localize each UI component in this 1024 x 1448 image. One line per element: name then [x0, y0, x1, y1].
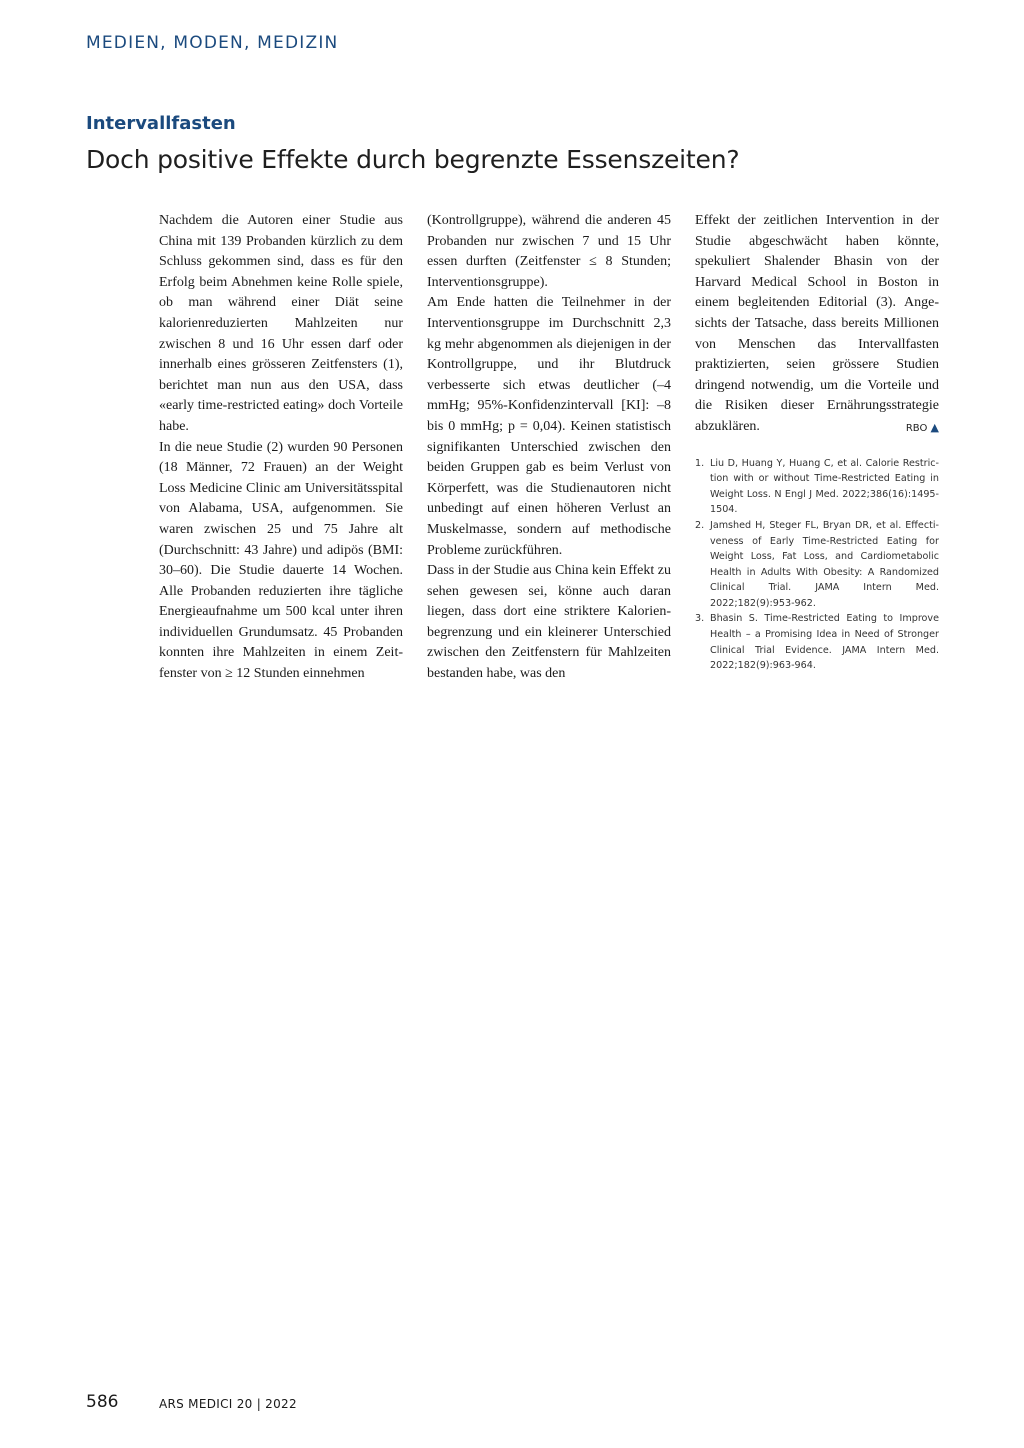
article-kicker: Intervallfasten: [86, 113, 236, 134]
reference-number: 2.: [695, 519, 705, 531]
section-label: MEDIEN, MODEN, MEDIZIN: [86, 33, 339, 53]
paragraph-results: Am Ende hatten die Teilnehmer in der Interventionsgruppe im Durchschnitt 2,3 kg mehr abgenommen als diejenigen in der Kontrollgruppe, und ihr Blutdruck verbesserte sich etwas deutlicher (–4 mmHg; 95%-Konfidenzintervall [KI]: –8 bis 0 mmHg; p = 0,04). Keinen statistisch signifikanten Unterschied zwischen den beiden Gruppen gab es beim Verlust von Körperfett, was die Studienautoren nicht unbedingt auf einen höheren Verlust an Muskelmasse, sondern auf methodische Probleme zurückführen.: [427, 295, 671, 558]
text-column-3: [695, 211, 939, 674]
author-initials: RBO: [905, 422, 928, 434]
paragraph-discussion-part-1: Dass in der Studie aus China kein Effekt zu sehen gewesen sei, könne auch daran liegen, dass dort eine striktere Kalorienbegrenzung und ein kleinerer Unterschied zwischen den Zeitfenstern für Mahlzeiten bestanden habe, was den: [427, 563, 671, 682]
text-column-1: [159, 211, 403, 685]
reference-item: [695, 611, 939, 673]
reference-number: 1.: [695, 457, 705, 469]
reference-item: [695, 456, 939, 518]
reference-list: [695, 456, 939, 674]
paragraph-study-part-1: In die neue Studie (2) wurden 90 Personen (18 Männer, 72 Frauen) an der Weight Loss Medicine Clinic am Universitätsspital von Alabama, USA, aufgenommen. Sie waren zwischen 25 und 75 Jahre alt (Durchschnitt: 43 Jahre) und adipös (BMI: 30–60). Die Studie dauerte 14 Wochen. Alle Probanden reduzierten ihre tägliche Energieaufnahme um 500 kcal unter ihren individuellen Grundumsatz. 45 Probanden konnten ihre Mahlzeiten in einem Zeitfenster von ≥ 12 Stunden einnehmen: [159, 439, 403, 682]
reference-text: Jamshed H, Steger FL, Bryan DR, et al. Effectiveness of Early Time-Restricted Eating for Weight Loss, Fat Loss, and Cardiometabolic Health in Adults With Obesity: A Randomized Clinical Trial. JAMA Intern Med. 2022;182(9):953-962.: [710, 519, 939, 609]
article-title: Doch positive Effekte durch begrenzte Essenszeiten?: [86, 145, 740, 174]
journal-issue: ARS MEDICI 20 | 2022: [159, 1397, 297, 1411]
page-number: 586: [86, 1392, 119, 1412]
reference-text: Liu D, Huang Y, Huang C, et al. Calorie Restriction with or without Time-Restricted Eating in Weight Loss. N Engl J Med. 2022;386(16):1495-1504.: [710, 457, 939, 516]
reference-text: Bhasin S. Time-Restricted Eating to Improve Health – a Promising Idea in Need of Stronger Clinical Trial Evidence. JAMA Intern Med. 2022;182(9):963-964.: [710, 613, 939, 672]
paragraph-discussion-text: Effekt der zeitlichen Intervention in der Studie abgeschwächt haben könnte, spekuliert Shalender Bhasin von der Harvard Medical School in Boston in einem begleitenden Editorial (3). Angesichts der Tatsache, dass bereits Millionen von Menschen das Intervallfasten praktizierten, seien grössere Studien dringend notwendig, um die Vorteile und die Risiken dieser Ernährungsstrategie abzuklären.: [695, 213, 939, 434]
reference-number: 3.: [695, 613, 705, 625]
end-triangle-icon: ▲: [930, 420, 939, 434]
text-column-2: [427, 211, 671, 685]
paragraph-study-part-2: (Kontrollgruppe), während die anderen 45 Probanden nur zwischen 7 und 15 Uhr essen durften (Zeitfenster ≤ 8 Stunden; Interventionsgruppe).: [427, 213, 671, 290]
reference-item: [695, 518, 939, 612]
author-signature: [906, 418, 939, 440]
paragraph-intro: Nachdem die Autoren einer Studie aus China mit 139 Probanden kürzlich zu dem Schluss gekommen sind, dass es für den Erfolg beim Abnehmen keine Rolle spiele, ob man während einer Diät seine kalorienreduzierten Mahlzeiten nur zwischen 8 und 16 Uhr essen darf oder innerhalb eines grösseren Zeitfensters (1), berichtet man nun aus den USA, dass «early time-restricted eating» doch Vorteile habe.: [159, 213, 403, 434]
paragraph-discussion-part-2: [695, 211, 939, 438]
